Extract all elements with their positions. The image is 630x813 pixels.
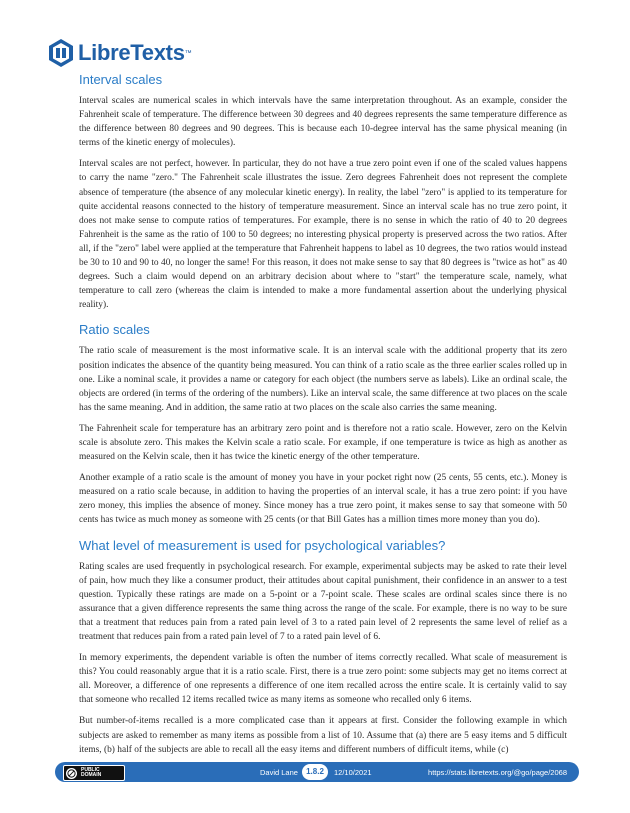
heading-ratio-scales: Ratio scales xyxy=(79,322,150,338)
paragraph: The ratio scale of measurement is the most informative scale. It is an interval scale with the additional property that its zero position indicates the absence of the quantity being measured. You can think of a ratio scale as the three earlier scales rolled up in one. Like a nominal scale, it provides a name or category for each object (the numbers serve as labels). Like an ordinal scale, the objects are ordered (in terms of the ordering of the numbers). Like an interval scale, the same difference at two places on the scale has the same meaning. And in addition, the same ratio at two places on the scale also carries the same meaning. xyxy=(79,346,567,413)
page-number-badge: 1.8.2 xyxy=(302,764,328,780)
paragraph: In memory experiments, the dependent variable is often the number of items correctly recalled. What scale of measurement is this? You could reasonably argue that it is a ratio scale. First, there is a true zero point: some subjects may get no items correct at all. Moreover, a difference of one represents a difference of one item recalled across the entire scale. It is certainly valid to say that someone who recalled 12 items recalled twice as many items as someone who recalled only 6 items. xyxy=(79,653,567,706)
page-content xyxy=(79,72,567,764)
public-domain-badge[interactable] xyxy=(63,765,125,781)
libretexts-logo[interactable] xyxy=(47,38,192,68)
paragraph: Another example of a ratio scale is the amount of money you have in your pocket right now (25 cents, 55 cents, etc.). Money is measured on a ratio scale because, in addition to having the properties of an interval scale, it has a true zero point: if you have zero money, this implies the absence of money. Since money has a true zero point, it makes sense to say that someone with 50 cents has twice as much money as someone with 25 cents (or that Bill Gates has a million times more money than you do). xyxy=(79,473,567,526)
heading-psychological-variables: What level of measurement is used for psychological variables? xyxy=(79,537,446,553)
paragraph: But number-of-items recalled is a more complicated case than it appears at first. Consider the following example in which subjects are asked to remember as many items as possible from a list of 10. Assume that (a) there are 5 easy items and 5 difficult items, (b) half of the subjects are able to recall all the easy items and different numbers of difficult items, while (c) xyxy=(79,716,567,755)
footer-url-link[interactable]: https://stats.libretexts.org/@go/page/2068 xyxy=(428,768,567,777)
page-footer xyxy=(55,762,579,782)
paragraph: Interval scales are numerical scales in which intervals have the same interpretation throughout. As an example, consider the Fahrenheit scale of temperature. The difference between 30 degrees and 40 degrees represents the same temperature difference as the difference between 80 degrees and 90 degrees. This is because each 10-degree interval has the same physical meaning (in terms of the kinetic energy of molecules). xyxy=(79,96,567,149)
libretexts-hexagon-icon xyxy=(47,38,75,68)
paragraph: Interval scales are not perfect, however. In particular, they do not have a true zero point even if one of the scaled values happens to carry the name "zero." The Fahrenheit scale illustrates the issue. Zero degrees Fahrenheit does not represent the complete absence of temperature (the absence of any molecular kinetic energy). In reality, the label "zero" is applied to its temperature for quite accidental reasons connected to the history of temperature measurement. Since an interval scale has no true zero point, it does not make sense to compute ratios of temperatures. For example, there is no sense in which the ratio of 40 to 20 degrees Fahrenheit is the same as the ratio of 100 to 50 degrees; no interesting physical property is preserved across the two ratios. After all, if the "zero" label were applied at the temperature that Fahrenheit happens to label as 10 degrees, the two ratios would instead be 30 to 10 and 90 to 40, no longer the same! For this reason, it does not make sense to say that 80 degrees is "twice as hot" as 40 degrees. Such a claim would depend on an arbitrary decision about where to "start" the temperature scale, namely, what temperature to call zero (whereas the claim is intended to make a more fundamental assertion about the underlying physical reality). xyxy=(79,159,567,311)
footer-author: David Lane xyxy=(260,768,298,777)
paragraph: The Fahrenheit scale for temperature has an arbitrary zero point and is therefore not a ratio scale. However, zero on the Kelvin scale is absolute zero. This makes the Kelvin scale a ratio scale. For example, if one temperature is twice as high as another as measured on the Kelvin scale, then it has twice the kinetic energy of the other temperature. xyxy=(79,423,567,463)
paragraph: Rating scales are used frequently in psychological research. For example, experimental subjects may be asked to rate their level of pain, how much they like a consumer product, their attitudes about capital punishment, their confidence in an answer to a test question. Typically these ratings are made on a 5-point or a 7-point scale. These scales are ordinal scales since there is no assurance that a given difference represents the same thing across the range of the scale. For example, there is no way to be sure that a treatment that reduces pain from a rated pain level of 3 to a rated pain level of 2 represents the same level of relief as a treatment that reduces pain from a rated pain level of 7 to a rated pain level of 6. xyxy=(79,561,567,642)
public-domain-icon xyxy=(66,768,77,779)
heading-interval-scales: Interval scales xyxy=(79,72,163,87)
footer-date: 12/10/2021 xyxy=(334,768,372,777)
logo-text: LibreTexts xyxy=(78,40,185,65)
license-label: PUBLIC DOMAIN xyxy=(81,766,102,778)
logo-trademark: ™ xyxy=(184,49,192,57)
